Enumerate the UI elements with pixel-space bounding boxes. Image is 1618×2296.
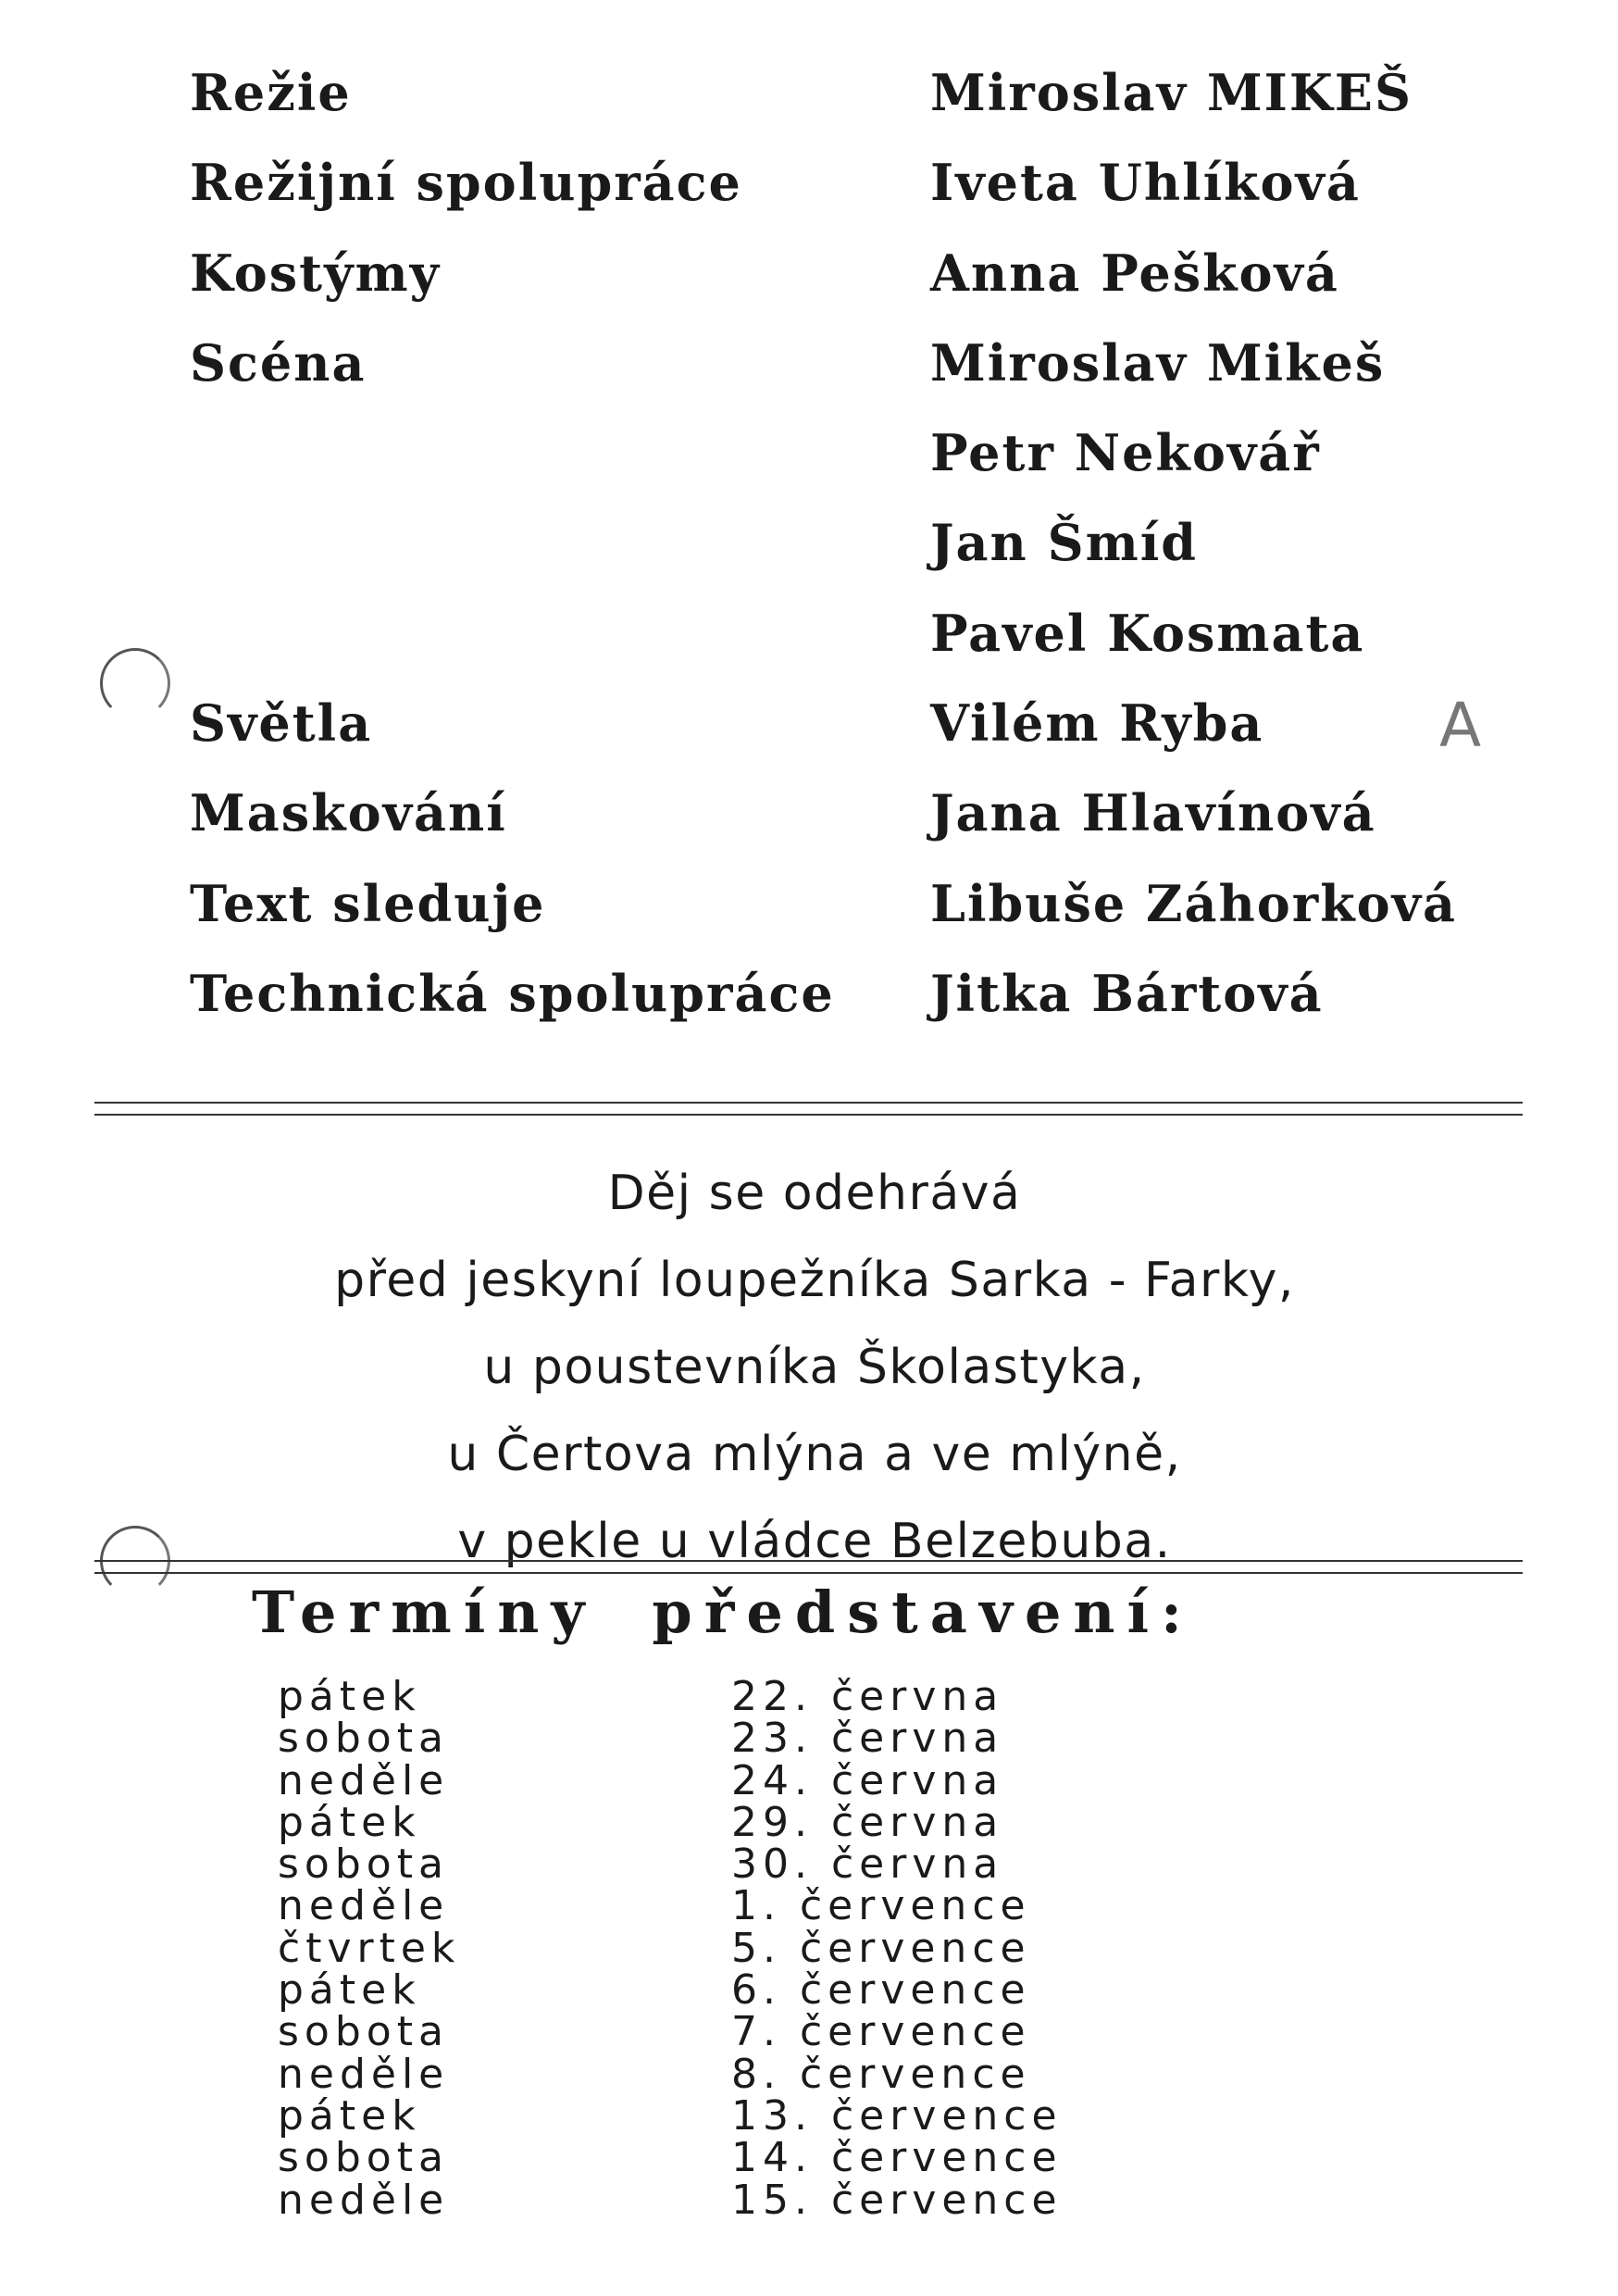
schedule-day: pátek bbox=[278, 1966, 421, 2015]
credit-name: Pavel Kosmata bbox=[930, 603, 1365, 663]
schedule-day: neděle bbox=[278, 1756, 450, 1804]
credit-row bbox=[190, 318, 1504, 408]
schedule-date: 30. června bbox=[731, 1841, 1004, 1889]
schedule-date: 22. června bbox=[731, 1673, 1004, 1720]
credit-name: Anna Pešková bbox=[930, 243, 1339, 303]
schedule-date: 8. července bbox=[731, 2050, 1031, 2098]
schedule-title-word1: Termíny bbox=[252, 1578, 597, 1646]
schedule-date: 1. července bbox=[731, 1882, 1031, 1930]
credit-row bbox=[190, 679, 1504, 768]
setting-line: v pekle u vládce Belzebuba. bbox=[457, 1514, 1172, 1569]
schedule-day: sobota bbox=[278, 1715, 449, 1763]
credit-row bbox=[190, 229, 1504, 318]
schedule-date: 6. července bbox=[731, 1966, 1031, 2015]
credit-role: Scéna bbox=[190, 332, 367, 393]
credit-row bbox=[190, 48, 1504, 138]
credit-role: Režijní spolupráce bbox=[190, 153, 742, 213]
credit-name: Libuše Záhorková bbox=[930, 873, 1457, 933]
schedule-day: pátek bbox=[278, 1798, 421, 1846]
setting-description bbox=[130, 1150, 1500, 1585]
credit-role: Kostýmy bbox=[190, 243, 442, 303]
schedule-date: 7. července bbox=[731, 2008, 1031, 2056]
schedule-day: sobota bbox=[278, 2134, 449, 2182]
credits-list bbox=[190, 48, 1504, 1039]
credit-row bbox=[190, 408, 1504, 498]
credit-name: Miroslav Mikeš bbox=[930, 332, 1386, 393]
schedule-date: 14. července bbox=[731, 2134, 1063, 2182]
schedule-date: 13. července bbox=[731, 2091, 1063, 2140]
handwritten-mark: A bbox=[1439, 690, 1482, 761]
credit-name: Iveta Uhlíková bbox=[930, 153, 1361, 213]
credit-name: Petr Nekovář bbox=[930, 423, 1321, 483]
schedule-day: čtvrtek bbox=[278, 1924, 461, 1972]
credit-role: Režie bbox=[190, 63, 352, 122]
credit-row bbox=[190, 949, 1504, 1039]
credit-role: Text sleduje bbox=[190, 873, 546, 933]
credit-row bbox=[190, 498, 1504, 588]
setting-line: před jeskyní loupežníka Sarka - Farky, bbox=[334, 1253, 1295, 1308]
divider-top-2 bbox=[94, 1114, 1523, 1116]
credit-name: Vilém Ryba bbox=[930, 693, 1264, 754]
divider-bottom-2 bbox=[94, 1572, 1523, 1574]
schedule-title-word2: představení: bbox=[652, 1578, 1194, 1646]
schedule-date: 23. června bbox=[731, 1715, 1004, 1763]
schedule-day: sobota bbox=[278, 2008, 449, 2056]
credit-role: Technická spolupráce bbox=[190, 963, 835, 1023]
schedule-day: sobota bbox=[278, 1841, 449, 1889]
credit-role: Maskování bbox=[190, 783, 507, 843]
setting-line: u poustevníka Školastyka, bbox=[483, 1340, 1146, 1395]
credit-row bbox=[190, 138, 1504, 228]
schedule-title bbox=[252, 1578, 1194, 1646]
schedule-day: neděle bbox=[278, 2176, 450, 2224]
setting-line: u Čertova mlýna a ve mlýně, bbox=[447, 1427, 1182, 1482]
schedule-day: pátek bbox=[278, 1673, 421, 1720]
schedule-day: neděle bbox=[278, 1882, 450, 1930]
credit-row bbox=[190, 859, 1504, 949]
divider-bottom-1 bbox=[94, 1560, 1523, 1562]
schedule-date: 29. června bbox=[731, 1798, 1004, 1846]
credit-row bbox=[190, 589, 1504, 679]
divider-top-1 bbox=[94, 1102, 1523, 1104]
credit-name: Jitka Bártová bbox=[930, 963, 1324, 1023]
credit-name: Jana Hlavínová bbox=[930, 783, 1376, 843]
schedule-date: 5. července bbox=[731, 1924, 1031, 1972]
punch-hole-upper bbox=[100, 648, 170, 718]
credit-name: Miroslav MIKEŠ bbox=[930, 63, 1413, 122]
credit-name: Jan Šmíd bbox=[930, 513, 1199, 573]
credit-role: Světla bbox=[190, 693, 373, 754]
setting-line: Děj se odehrává bbox=[607, 1166, 1022, 1221]
schedule-date: 15. července bbox=[731, 2176, 1063, 2224]
schedule-day: pátek bbox=[278, 2091, 421, 2140]
schedule-date: 24. června bbox=[731, 1756, 1004, 1804]
credit-row bbox=[190, 768, 1504, 858]
schedule-day: neděle bbox=[278, 2050, 450, 2098]
